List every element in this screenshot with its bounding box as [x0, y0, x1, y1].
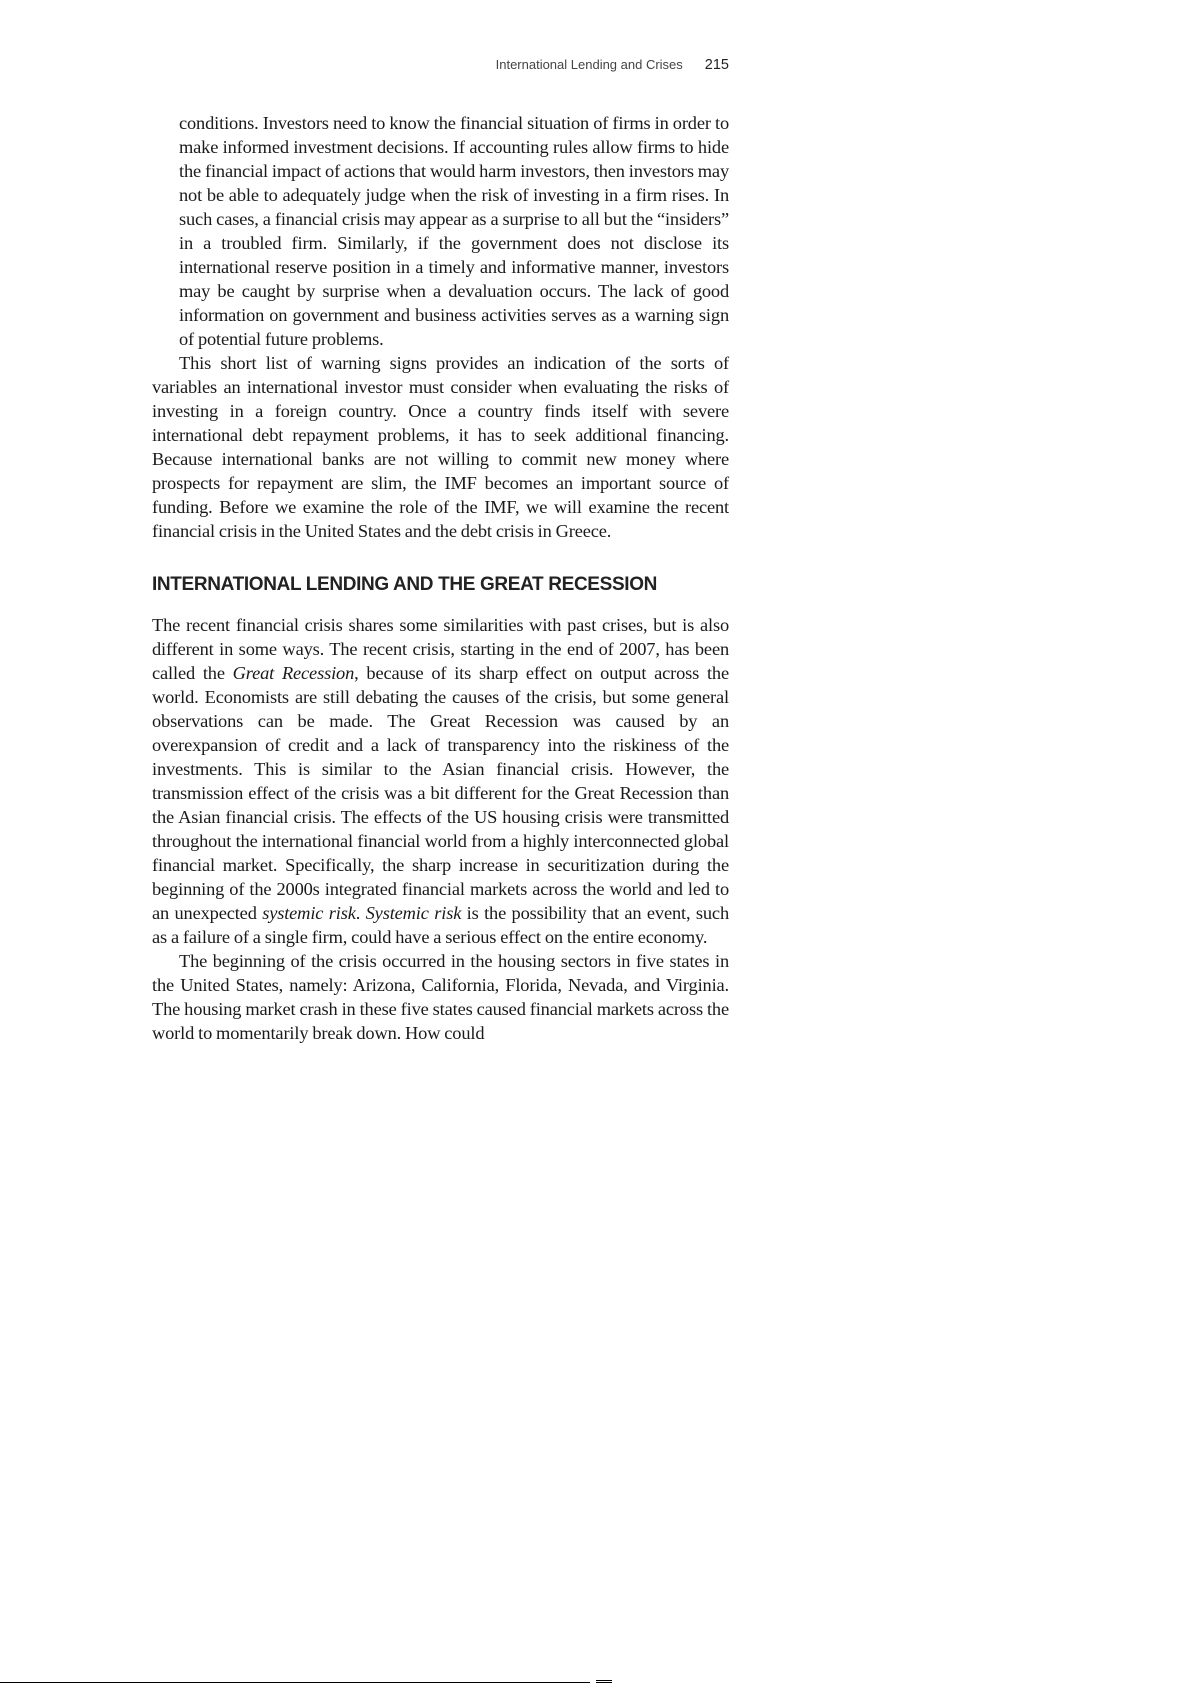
- paragraph-block-3: [152, 613, 729, 949]
- term-systemic-risk: systemic risk: [262, 903, 356, 923]
- paragraph-text-segment: , because of its sharp effect on output across the world. Economists are still debating the causes of the crisis, but some general observations can be made. The Great Recession was caused by an overexpansion of credit and a lack of transparency into the riskiness of the investments. This is similar to the Asian financial crisis. However, the transmission effect of the crisis was a bit different for the Great Recession than the Asian financial crisis. The effects of the US housing crisis were transmitted throughout the international financial world from a highly interconnected global financial market. Specifically, the sharp increase in securitization during the beginning of the 2000s integrated financial markets across the world and led to an unexpected: [152, 663, 729, 923]
- paragraph-housing-crisis: The beginning of the crisis occurred in the housing sectors in five states in the United States, namely: Arizona, California, Florida, Nevada, and Virginia. The housing market crash in these five states caused financial markets across the world to momentarily break down. How could: [152, 951, 729, 1043]
- running-head: [152, 56, 729, 74]
- paragraph-text-segment: .: [355, 903, 366, 923]
- term-great-recession: Great Recession: [232, 663, 355, 683]
- crop-mark-tick: [596, 1680, 612, 1683]
- crop-mark-line: [0, 1682, 590, 1683]
- paragraph-block-4: [152, 949, 729, 1045]
- paragraph-great-recession-intro: [152, 613, 729, 949]
- paragraph-block-1: [152, 111, 729, 351]
- paragraph-text-segment: is the possibility that an event, such as a failure of a single firm, could have a serious effect on the entire economy.: [152, 903, 729, 947]
- section-heading: INTERNATIONAL LENDING AND THE GREAT RECESSION: [152, 574, 658, 595]
- paragraph-warning-signs-continued: conditions. Investors need to know the financial situation of firms in order to make informed investment decisions. If accounting rules allow firms to hide the financial impact of actions that would harm investors, then investors may not be able to adequately judge when the risk of investing in a firm rises. In such cases, a financial crisis may appear as a surprise to all but the “insiders” in a troubled firm. Similarly, if the government does not disclose its international reserve position in a timely and informative manner, investors may be caught by surprise when a devaluation occurs. The lack of good information on government and business activities serves as a warning sign of potential future problems.: [179, 113, 729, 349]
- term-systemic-risk-definition: Systemic risk: [365, 903, 462, 923]
- running-head-title: International Lending and Crises: [495, 57, 683, 72]
- page-number: 215: [704, 57, 729, 73]
- paragraph-warning-signs-summary: This short list of warning signs provides an indication of the sorts of variables an international investor must consider when evaluating the risks of investing in a foreign country. Once a country finds itself with severe international debt repayment problems, it has to seek additional financing. Because international banks are not willing to commit new money where prospects for repayment are slim, the IMF becomes an important source of funding. Before we examine the role of the IMF, we will examine the recent financial crisis in the United States and the debt crisis in Greece.: [152, 353, 729, 541]
- paragraph-text-segment: The recent financial crisis shares some similarities with past crises, but is also different in some ways. The recent crisis, starting in the end of 2007, has been called the: [152, 615, 729, 683]
- paragraph-block-2: [152, 351, 729, 543]
